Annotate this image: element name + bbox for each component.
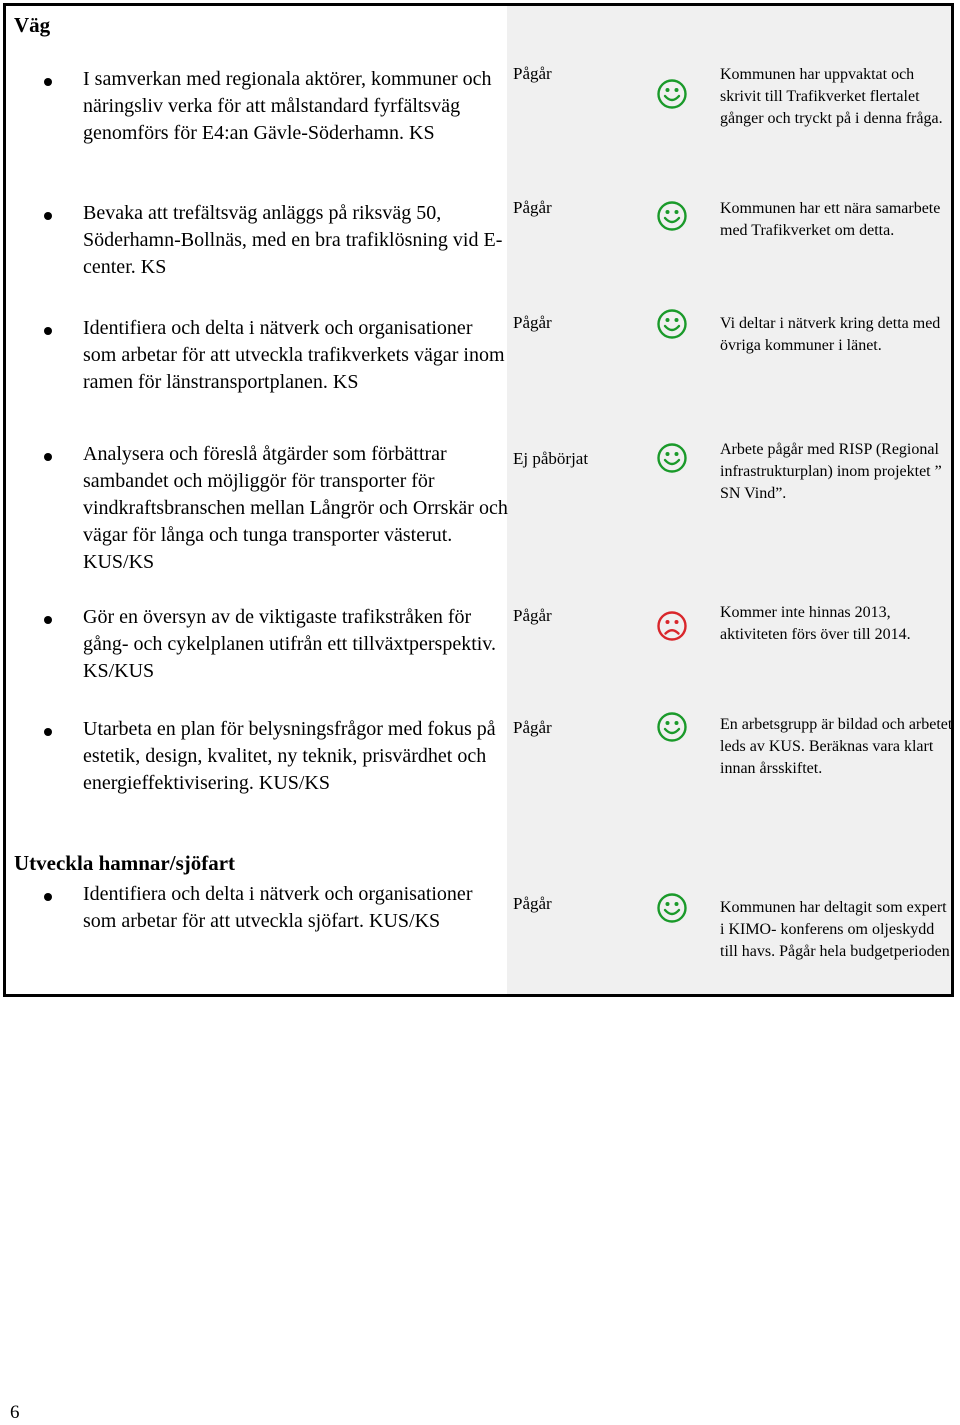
comment-text: En arbetsgrupp är bildad och arbetet leds av KUS. Beräknas vara klart innan årsskiftet. <box>720 716 953 777</box>
smiley-happy-icon <box>656 78 688 110</box>
smiley-happy-icon <box>656 308 688 340</box>
smiley-happy-icon <box>656 200 688 232</box>
comment-text: Kommunen har uppvaktat och skrivit till Trafikverket flertalet gånger och tryckt på i denna fråga. <box>720 66 943 127</box>
task-text: Analysera och föreslå åtgärder som förbättrar sambandet och möjliggör för transporter för vindkraftsbranschen mellan Långrör och Orrskär och vägar för långa och tunga transporter västerut. KUS/KS <box>83 443 508 573</box>
status-text: Pågår <box>513 313 552 332</box>
task-text: Identifiera och delta i nätverk och organisationer som arbetar för att utveckla trafikverkets vägar inom ramen för länstransportplanen. KS <box>83 317 505 393</box>
comment-text: Vi deltar i nätverk kring detta med övriga kommuner i länet. <box>720 315 941 354</box>
comment-text: Kommer inte hinnas 2013, aktiviteten förs över till 2014. <box>720 604 911 643</box>
comment-text: Kommunen har ett nära samarbete med Trafikverket om detta. <box>720 200 941 239</box>
table-frame <box>3 3 954 997</box>
bullet-icon <box>44 616 52 624</box>
section-title-hamnar: Utveckla hamnar/sjöfart <box>14 851 236 875</box>
smiley-happy-icon <box>656 442 688 474</box>
comment-text: Kommunen har deltagit som expert i KIMO- konferens om oljeskydd till havs. Pågår hela budgetperioden <box>720 899 950 960</box>
smiley-sad-icon <box>656 610 688 642</box>
task-text: Utarbeta en plan för belysningsfrågor med fokus på estetik, design, kvalitet, ny teknik, prisvärdhet och energieffektivisering. KUS/KS <box>83 718 496 794</box>
bullet-icon <box>44 78 52 86</box>
status-text: Pågår <box>513 606 552 625</box>
bullet-icon <box>44 893 52 901</box>
task-text: Identifiera och delta i nätverk och organisationer som arbetar för att utveckla sjöfart. KUS/KS <box>83 883 473 932</box>
smiley-happy-icon <box>656 892 688 924</box>
status-text: Pågår <box>513 198 552 217</box>
bullet-icon <box>44 453 52 461</box>
status-text: Pågår <box>513 64 552 83</box>
section-title-vag: Väg <box>14 13 51 37</box>
status-text: Ej påbörjat <box>513 449 589 468</box>
comment-text: Arbete pågår med RISP (Regional infrastrukturplan) inom projektet ” SN Vind”. <box>720 441 942 502</box>
task-text: I samverkan med regionala aktörer, kommuner och näringsliv verka för att målstandard fyrfältsväg genomförs för E4:an Gävle-Söderhamn. KS <box>83 68 492 144</box>
page-number: 6 <box>10 1402 20 1423</box>
task-text: Bevaka att trefältsväg anläggs på riksväg 50, Söderhamn-Bollnäs, med en bra trafiklösning vid E-center. KS <box>83 202 503 278</box>
status-text: Pågår <box>513 894 552 913</box>
status-text: Pågår <box>513 718 552 737</box>
bullet-icon <box>44 728 52 736</box>
bullet-icon <box>44 212 52 220</box>
bullet-icon <box>44 327 52 335</box>
smiley-happy-icon <box>656 711 688 743</box>
task-text: Gör en översyn av de viktigaste trafikstråken för gång- och cykelplanen utifrån ett tillväxtperspektiv. KS/KUS <box>83 606 497 682</box>
